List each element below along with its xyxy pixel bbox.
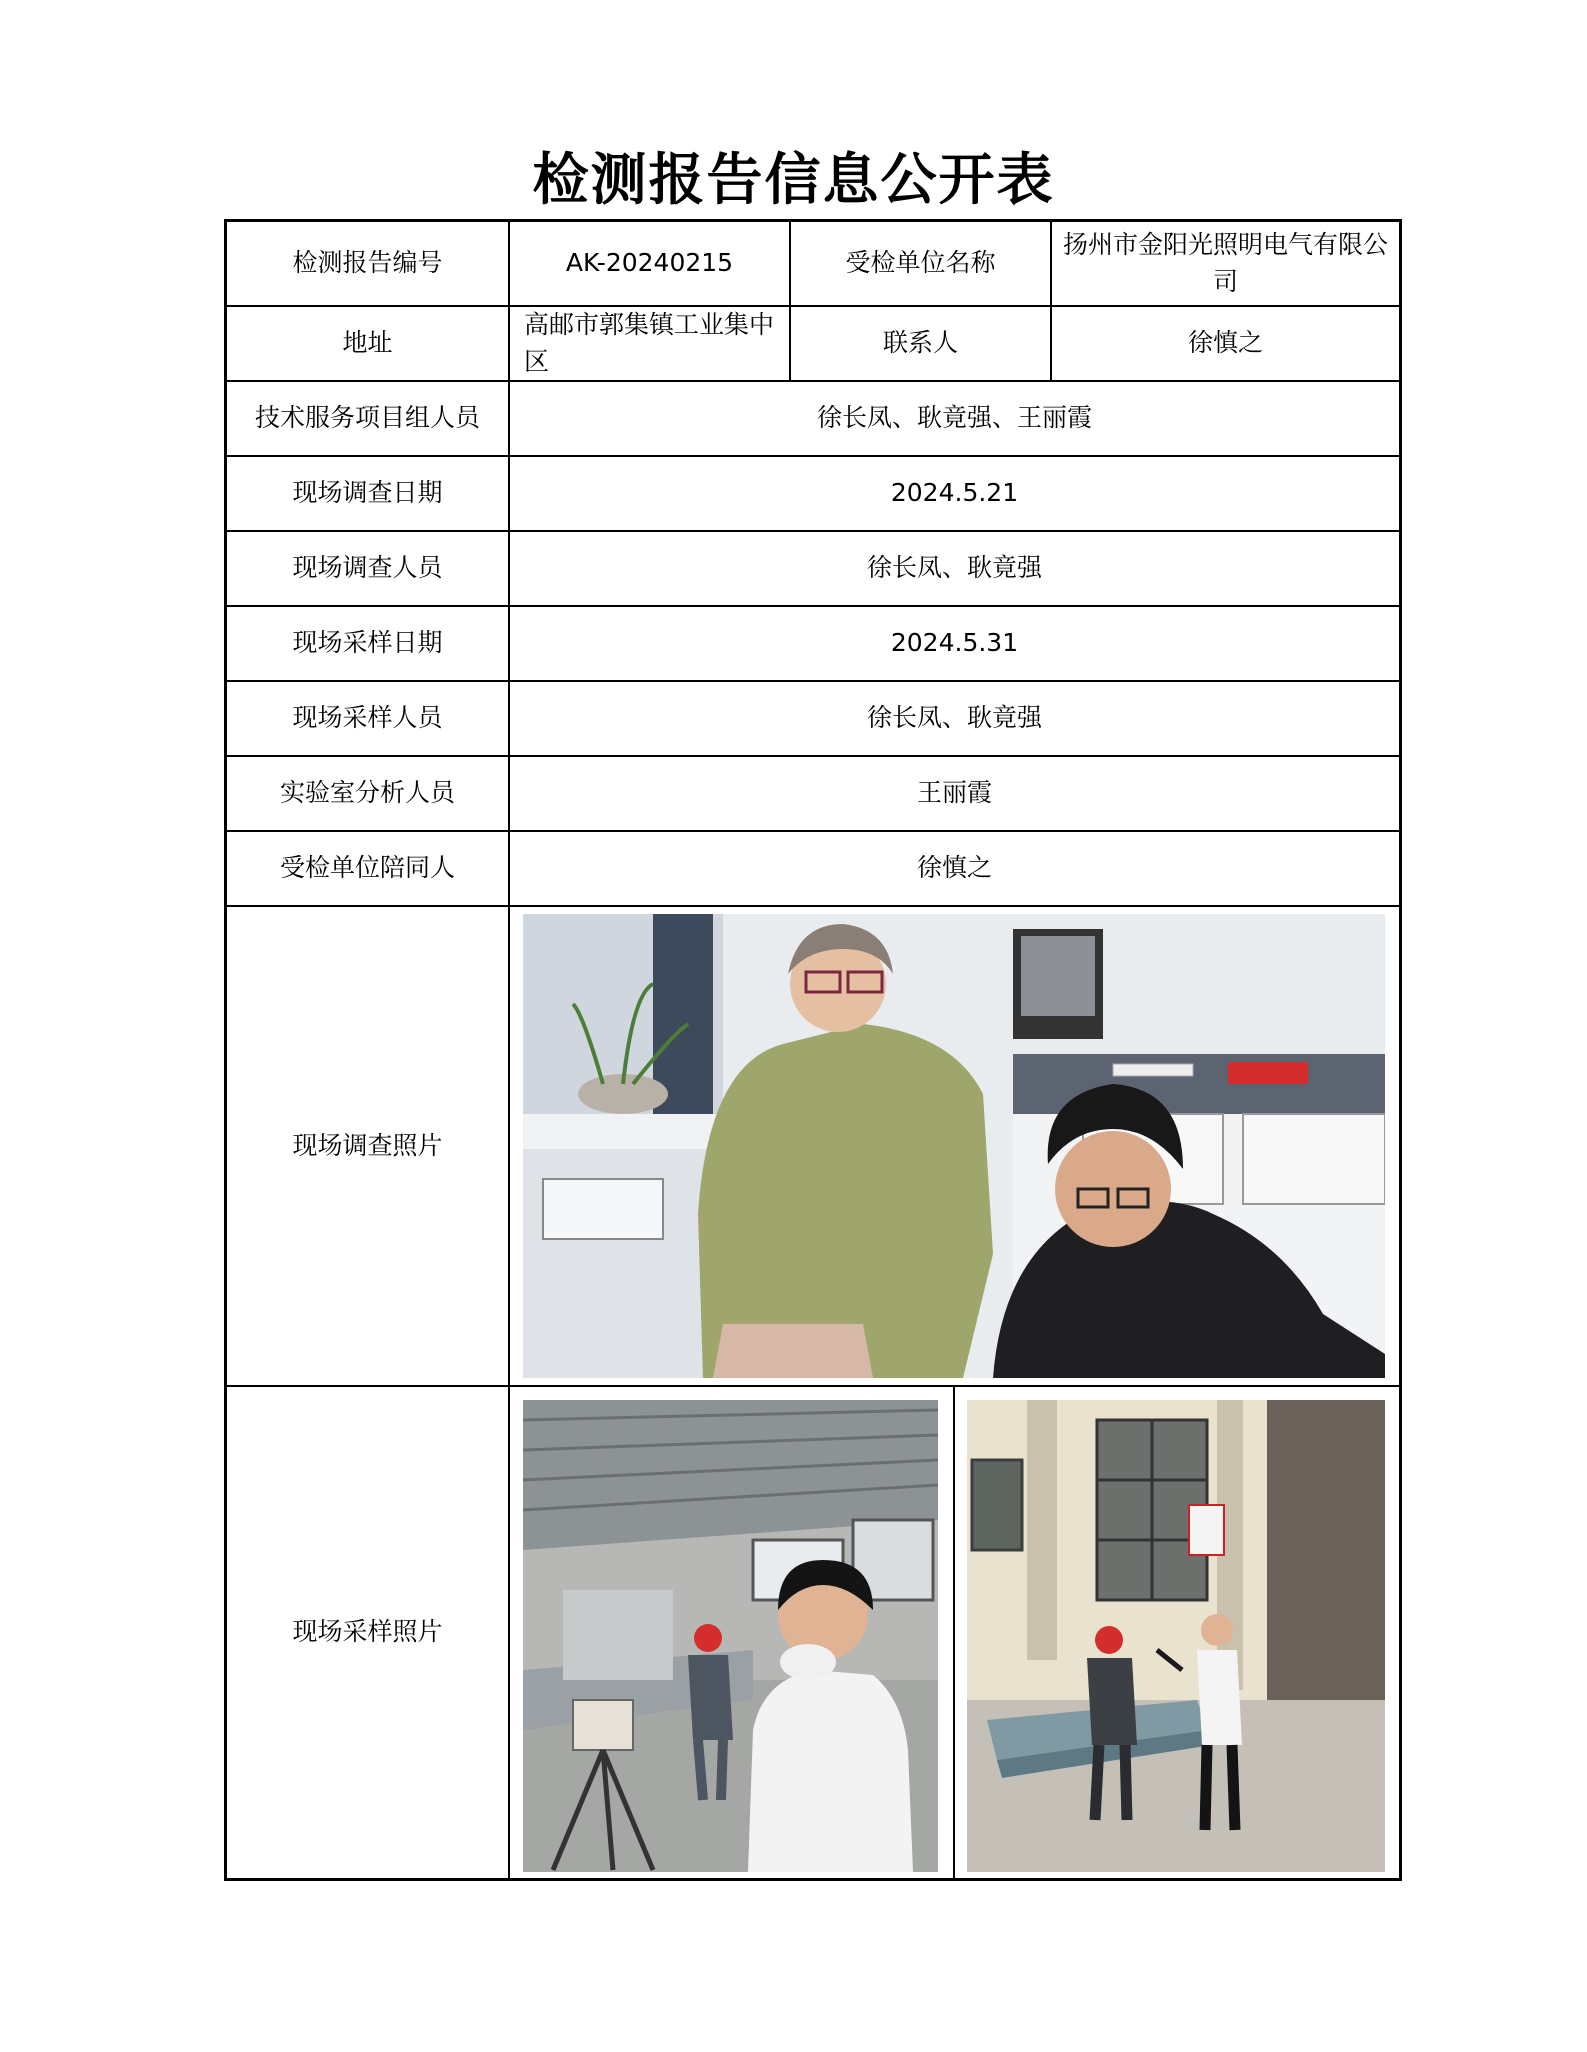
info-table [224,219,1402,1881]
survey-staff-value: 徐长凤、耿竟强 [866,553,1042,583]
report-no-label: 检测报告编号 [292,248,443,278]
lab-value: 王丽霞 [916,778,992,808]
team-label: 技术服务项目组人员 [254,403,480,433]
contact-value: 徐慎之 [1187,328,1263,358]
report-no-value: AK-20240215 [565,248,734,278]
escort-value: 徐慎之 [916,853,992,883]
address-value: 高邮市郭集镇工业集中区 [524,310,775,376]
contact-label: 联系人 [882,328,958,358]
survey-date-value: 2024.5.21 [890,478,1019,508]
lab-label: 实验室分析人员 [279,778,455,808]
sampling-staff-label: 现场采样人员 [292,703,443,733]
team-value: 徐长凤、耿竟强、王丽霞 [816,403,1092,433]
sampling-photo-left [523,1400,938,1872]
page-title: 检测报告信息公开表 [532,148,1055,213]
sampling-photo-label: 现场采样照片 [292,1617,443,1647]
survey-staff-label: 现场调查人员 [292,553,443,583]
unit-value: 扬州市金阳光照明电气有限公司 [1062,230,1388,296]
address-label: 地址 [342,328,393,358]
sampling-staff-value: 徐长凤、耿竟强 [866,703,1042,733]
sampling-date-label: 现场采样日期 [292,628,443,658]
unit-label: 受检单位名称 [845,248,996,278]
survey-photo [523,914,1385,1378]
sampling-photo-right [967,1400,1385,1872]
escort-label: 受检单位陪同人 [279,853,455,883]
survey-photo-label: 现场调查照片 [292,1130,443,1160]
survey-date-label: 现场调查日期 [292,478,443,508]
sampling-date-value: 2024.5.31 [890,628,1019,658]
